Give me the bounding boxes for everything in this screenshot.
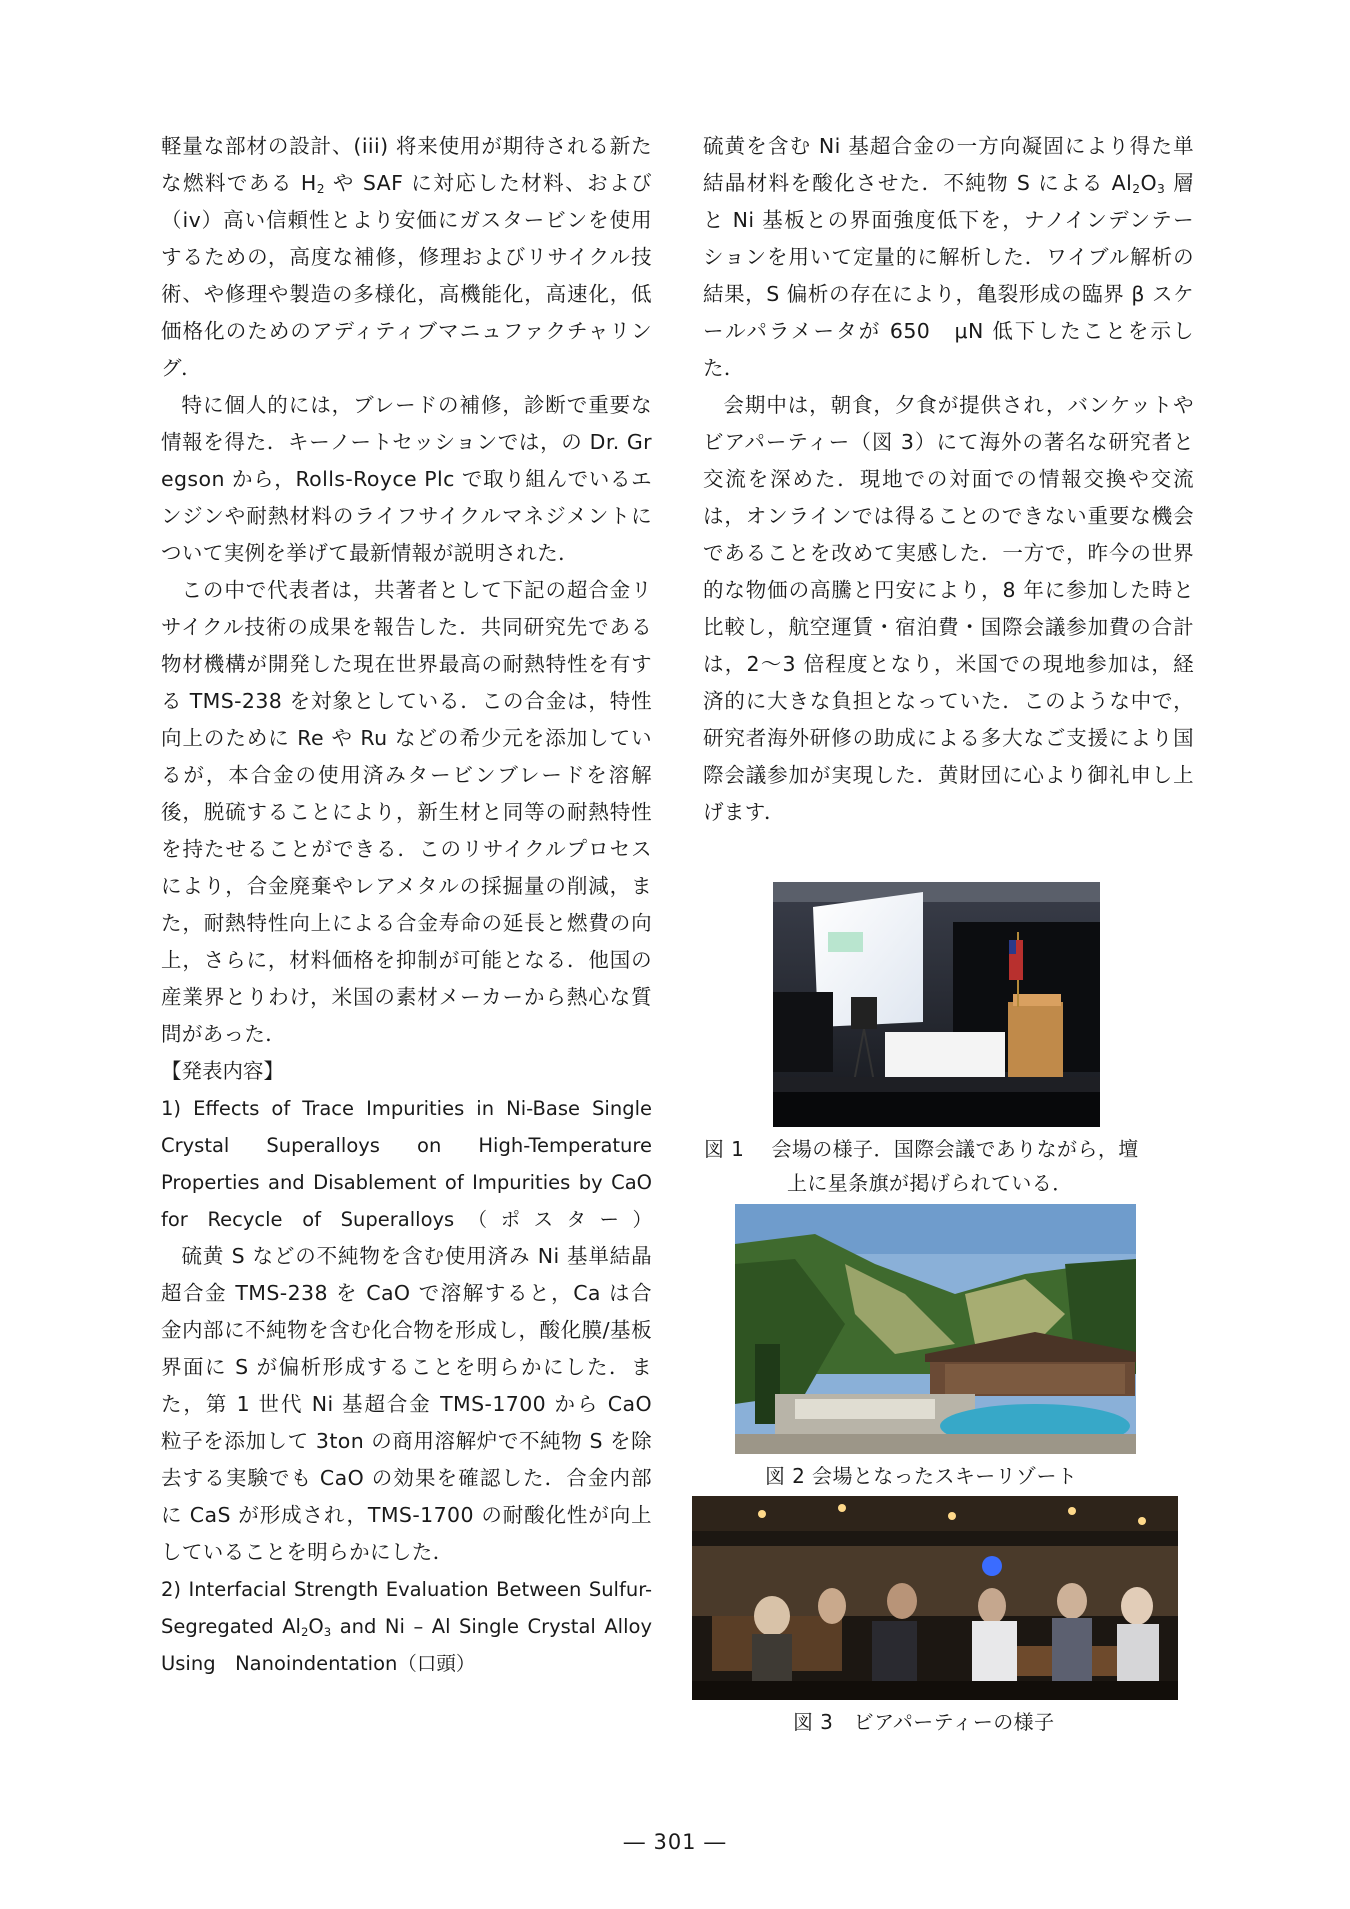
figure-1-caption-line-1: 図 1 会場の様子．国際会議でありながら，壇 xyxy=(704,1137,1139,1161)
ski-resort-photo-image xyxy=(735,1204,1136,1454)
left-paragraph-2: 特に個人的には，ブレードの補修，診断で重要な情報を得た．キーノートセッションでは，の Dr. Gregson から，Rolls-Royce Plc で取り組んでいるエンジンや耐熱材料のライフサイクルマネジメントについて実例を挙げて最新情報が説明された． xyxy=(161,393,652,565)
right-column xyxy=(703,128,1194,831)
presentation-1-body: 硫黄 S などの不純物を含む使用済み Ni 基単結晶超合金 TMS-238 を CaO で溶解すると，Ca は合金内部に不純物を含む化合物を形成し，酸化膜/基板界面に S が偏析形成することを明らかにした．また，第 1 世代 Ni 基超合金 TMS-1700 から CaO 粒子を添加して 3ton の商用溶解炉で不純物 S を除去する実験でも CaO の効果を確認した．合金内部に CaS が形成され，TMS-1700 の耐酸化性が向上していることを明らかにした． xyxy=(161,1244,652,1564)
left-column xyxy=(161,128,652,1682)
figure-1-conference-photo xyxy=(773,882,1100,1127)
figure-1-caption-line-2: 上に星条旗が掲げられている． xyxy=(787,1171,1073,1195)
presentation-2-title: 2) Interfacial Strength Evaluation Between Sulfur-Segregated $Al_2O_3$ and Ni – Al Single Crystal Alloy Using Nanoindentation（口頭） xyxy=(161,1578,652,1675)
figure-3-caption: 図 3 ビアパーティーの様子 xyxy=(793,1710,1055,1734)
figure-2-ski-resort-photo xyxy=(735,1204,1136,1454)
page-number: ― 301 ― xyxy=(623,1830,727,1854)
left-paragraph-3: この中で代表者は，共著者として下記の超合金リサイクル技術の成果を報告した．共同研究先である物材機構が開発した現在世界最高の耐熱特性を有する TMS-238 を対象としている．この合金は，特性向上のために Re や Ru などの希少元を添加しているが，本合金の使用済みタービンブレードを溶解後，脱硫することにより，新生材と同等の耐熱特性を持たせることができる．このリサイクルプロセスにより，合金廃棄やレアメタルの採掘量の削減，また，耐熱特性向上による合金寿命の延長と燃費の向上，さらに，材料価格を抑制が可能となる．他国の産業界とりわけ，米国の素材メーカーから熱心な質問があった． xyxy=(161,578,652,1046)
section-heading: 【発表内容】 xyxy=(161,1059,284,1083)
left-paragraph-1: 軽量な部材の設計、(iii) 将来使用が期待される新たな燃料である $H_2$ や SAF に対応した材料、および（iv）高い信頼性とより安価にガスタービンを使用するための，高度な補修，修理およびリサイクル技術、や修理や製造の多様化，高機能化，高速化，低価格化のためのアディティブマニュファクチャリング． xyxy=(161,134,652,380)
right-paragraph-2: 会期中は，朝食，夕食が提供され，バンケットやビアパーティー（図 3）にて海外の著名な研究者と交流を深めた．現地での対面での情報交換や交流は，オンラインでは得ることのできない重要な機会であることを改めて実感した．一方で，昨今の世界的な物価の高騰と円安により，8 年に参加した時と比較し，航空運賃・宿泊費・国際会議参加費の合計は，2～3 倍程度となり，米国での現地参加は，経済的に大きな負担となっていた．このような中で，研究者海外研修の助成による多大なご支援により国際会議参加が実現した．黄財団に心より御礼申し上げます． xyxy=(703,393,1194,824)
presentation-1-title: 1) Effects of Trace Impurities in Ni-Base Single Crystal Superalloys on High-Temperature Properties and Disablement of Impurities by CaO for Recycle of Superalloys（ポスター） xyxy=(161,1097,652,1231)
figure-2-caption: 図 2 会場となったスキーリゾート xyxy=(765,1464,1078,1488)
beer-party-photo-image xyxy=(692,1496,1178,1700)
figure-3-beer-party-photo xyxy=(692,1496,1178,1700)
right-paragraph-1: 硫黄を含む Ni 基超合金の一方向凝固により得た単結晶材料を酸化させた．不純物 S による $Al_2O_3$ 層と Ni 基板との界面強度低下を，ナノインデンテーションを用いて定量的に解析した．ワイブル解析の結果，S 偏析の存在により，亀裂形成の臨界 β スケールパラメータが 650 μN 低下したことを示した． xyxy=(703,134,1194,380)
conference-photo-image xyxy=(773,882,1100,1127)
